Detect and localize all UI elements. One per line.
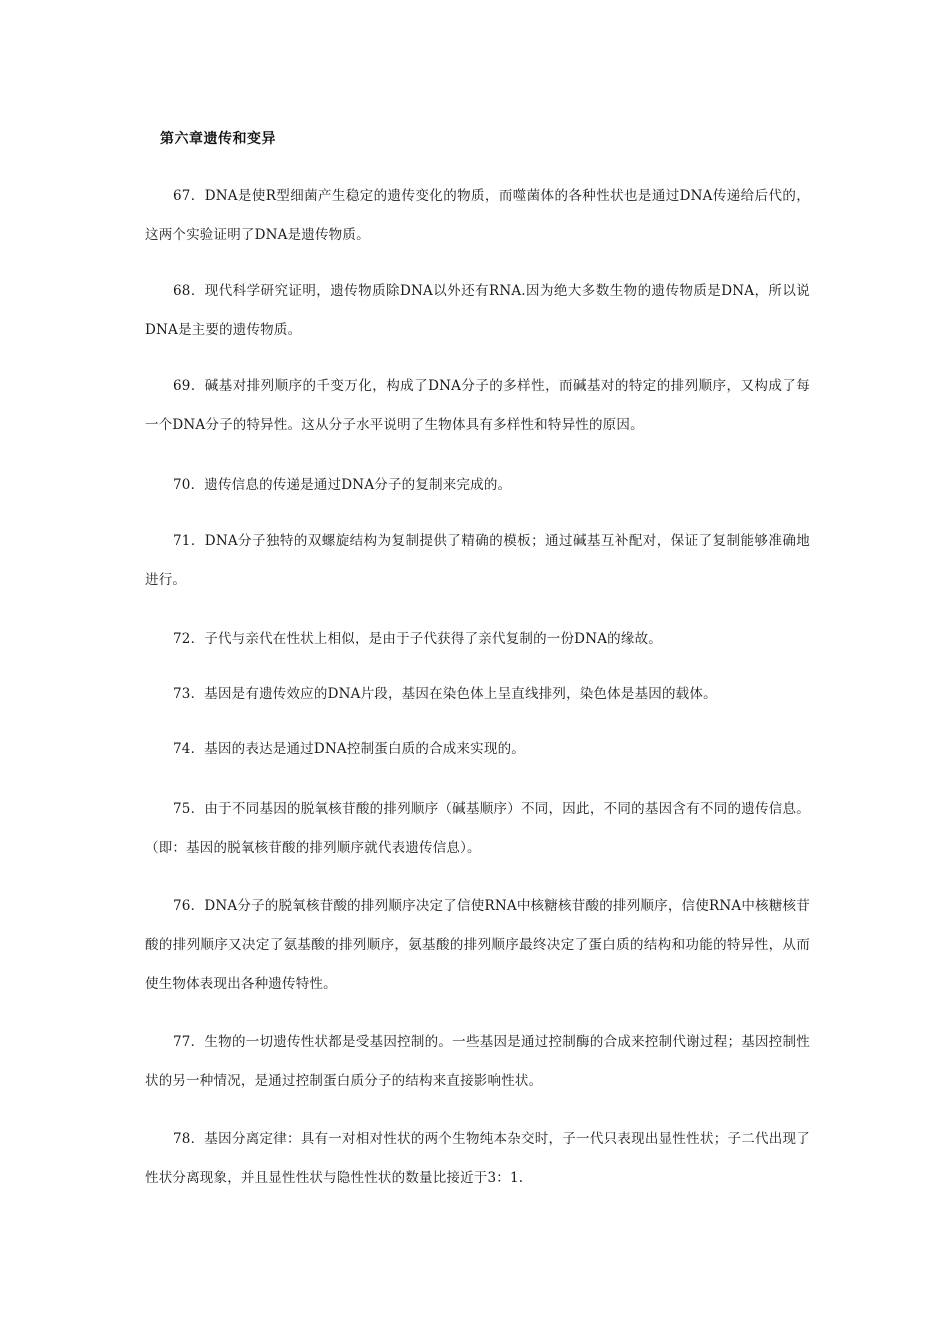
paragraph-67: 67．DNA是使R型细菌产生稳定的遗传变化的物质，而噬菌体的各种性状也是通过DNA传递给后代的，这两个实验证明了DNA是遗传物质。 xyxy=(145,188,810,243)
paragraph-73: 73．基因是有遗传效应的DNA片段，基因在染色体上呈直线排列，染色体是基因的载体。 xyxy=(173,686,717,702)
paragraph-68: 68．现代科学研究证明，遗传物质除DNA以外还有RNA.因为绝大多数生物的遗传物质是DNA，所以说DNA是主要的遗传物质。 xyxy=(145,283,810,338)
paragraph-69: 69．碱基对排列顺序的千变万化，构成了DNA分子的多样性，而碱基对的特定的排列顺序，又构成了每一个DNA分子的特异性。这从分子水平说明了生物体具有多样性和特异性的原因。 xyxy=(145,378,810,433)
paragraph-74: 74．基因的表达是通过DNA控制蛋白质的合成来实现的。 xyxy=(173,741,525,757)
paragraph-72: 72．子代与亲代在性状上相似，是由于子代获得了亲代复制的一份DNA的缘故。 xyxy=(173,631,662,647)
paragraph-75: 75．由于不同基因的脱氧核苷酸的排列顺序（碱基顺序）不同，因此，不同的基因含有不同的遗传信息。（即：基因的脱氧核苷酸的排列顺序就代表遗传信息）。 xyxy=(145,801,810,856)
paragraph-77: 77．生物的一切遗传性状都是受基因控制的。一些基因是通过控制酶的合成来控制代谢过程；基因控制性状的另一种情况，是通过控制蛋白质分子的结构来直接影响性状。 xyxy=(145,1034,810,1089)
paragraph-78: 78．基因分离定律：具有一对相对性状的两个生物纯本杂交时，子一代只表现出显性性状；子二代出现了性状分离现象，并且显性性状与隐性性状的数量比接近于3：1. xyxy=(145,1131,810,1186)
paragraph-76: 76．DNA分子的脱氧核苷酸的排列顺序决定了信使RNA中核糖核苷酸的排列顺序，信使RNA中核糖核苷酸的排列顺序又决定了氨基酸的排列顺序，氨基酸的排列顺序最终决定了蛋白质的结构和功能的特异性，从而使生物体表现出各种遗传特性。 xyxy=(145,898,810,992)
paragraph-71: 71．DNA分子独特的双螺旋结构为复制提供了精确的模板；通过碱基互补配对，保证了复制能够准确地进行。 xyxy=(145,533,810,588)
chapter-title: 第六章遗传和变异 xyxy=(160,131,276,147)
paragraph-70: 70．遗传信息的传递是通过DNA分子的复制来完成的。 xyxy=(173,477,512,493)
